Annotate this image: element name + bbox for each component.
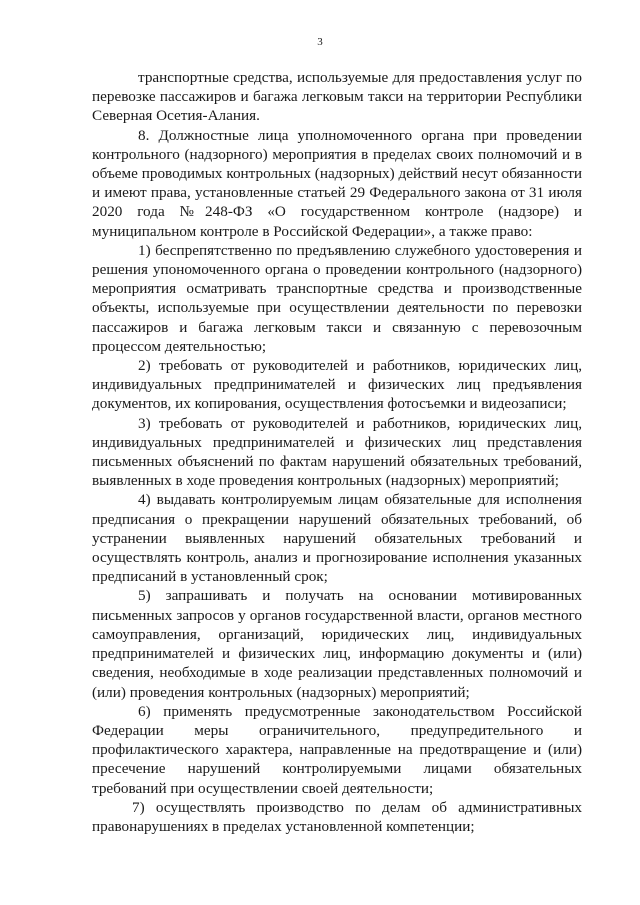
- page-number: 3: [317, 36, 323, 48]
- paragraph-subitem-5: 5) запрашивать и получать на основании мотивированных письменных запросов у органов государственной власти, органов местного самоуправления, организаций, юридических лиц, индивидуальных предпринимателей и физических лиц, информацию документы и (или) сведения, необходимые в ходе реализации представленных полномочий и (или) проведения контрольных (надзорных) мероприятий;: [92, 587, 582, 701]
- paragraph-subitem-1: 1) беспрепятственно по предъявлению служебного удостоверения и решения упономоченного органа о проведении контрольного (надзорного) мероприятия осматривать транспортные средства и производственные объекты, используемые при осуществлении деятельности по перевозки пассажиров и багажа легковым такси и связанную с перевозочным процессом деятельностью;: [92, 241, 582, 355]
- document-body: [92, 68, 582, 836]
- paragraph-subitem-6: 6) применять предусмотренные законодательством Российской Федерации меры ограничительного, предупредительного и профилактического характера, направленные на предотвращение и (или) пресечение нарушений контролируемыми лицами обязательных требований при осуществлении своей деятельности;: [92, 702, 582, 797]
- paragraph-subitem-4: 4) выдавать контролируемым лицам обязательные для исполнения предписания о прекращении нарушений обязательных требований, об устранении выявленных нарушений обязательных требований и осуществлять контроль, анализ и прогнозирование исполнения указанных предписаний в установленный срок;: [92, 491, 582, 586]
- paragraph-subitem-2: 2) требовать от руководителей и работников, юридических лиц, индивидуальных предпринимателей и физических лиц предъявления документов, их копирования, осуществления фотосъемки и видеозаписи;: [92, 357, 582, 413]
- paragraph-item-8: 8. Должностные лица уполномоченного органа при проведении контрольного (надзорного) мероприятия в пределах своих полномочий и в объеме проводимых контрольных (надзорных) действий несут обязанности и имеют права, установленные статьей 29 Федерального закона от 31 июля 2020 года №248-ФЗ «О государственном контроле (надзоре) и муниципальном контроле в Российской Федерации», а также право:: [92, 126, 582, 240]
- paragraph-continuation: транспортные средства, используемые для предоставления услуг по перевозке пассажиров и багажа легковым такси на территории Республики Северная Осетия-Алания.: [92, 69, 582, 125]
- paragraph-subitem-7: 7) осуществлять производство по делам об административных правонарушениях в пределах установленной компетенции;: [92, 798, 582, 835]
- paragraph-subitem-3: 3) требовать от руководителей и работников, юридических лиц, индивидуальных предпринимателей и физических лиц представления письменных объяснений по фактам нарушений обязательных требований, выявленных в ходе проведения контрольных (надзорных) мероприятий;: [92, 414, 582, 490]
